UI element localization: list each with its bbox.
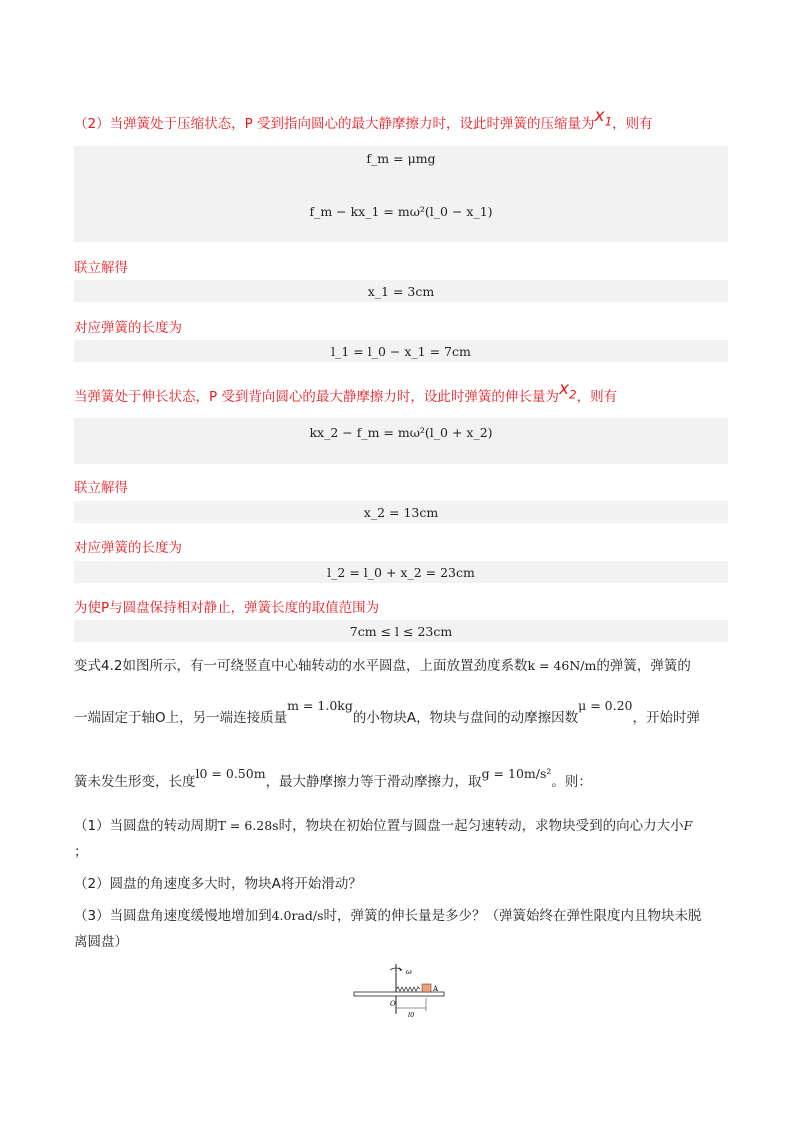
stretch-line — [74, 379, 618, 408]
x2-variable: $x_2$ — [558, 379, 577, 402]
equation-centripetal-compressed: f_m − kx_1 = mω²(l_0 − x_1) — [309, 204, 493, 219]
stretch-prefix: 当弹簧处于伸长状态，P 受到背向圆心的最大静摩擦力时，设此时弹簧的伸长量为 — [74, 389, 559, 405]
question-2: （2）圆盘的角速度多大时，物块A将开始滑动？ — [74, 876, 362, 892]
x1-variable: $x_1$ — [594, 106, 613, 129]
equation-box-l1 — [74, 340, 728, 362]
equation-l1: l_1 = l_0 − x_1 = 7cm — [331, 344, 471, 359]
block-A — [422, 984, 431, 992]
length-label-1: 对应弹簧的长度为 — [74, 320, 182, 336]
variant-line-2: 一端固定于轴O上，另一端连接质量m = 1.0kg的小物块A，物块与盘间的动摩擦因数μ = 0.20，开始时弹 — [74, 698, 701, 726]
omega-label: ω — [406, 968, 412, 976]
equation-range: 7cm ≤ l ≤ 23cm — [349, 624, 453, 639]
variant-line-3: 簧未发生形变，长度l0 = 0.50m，最大静摩擦力等于滑动摩擦力，取g = 10m/s²。则： — [74, 766, 592, 790]
block-label: A — [433, 985, 439, 993]
equation-box-x2 — [74, 501, 728, 523]
F-variable: F — [683, 818, 693, 833]
equation-centripetal-stretched: kx_2 − f_m = mω²(l_0 + x_2) — [309, 425, 493, 440]
question-3-end: 离圆盘） — [74, 934, 128, 950]
mu-value: μ = 0.20 — [578, 698, 633, 713]
part2-compression-line — [74, 106, 653, 135]
part2-prefix: （2）当弹簧处于压缩状态，P 受到指向圆心的最大静摩擦力时，设此时弹簧的压缩量为 — [74, 116, 595, 132]
m-value: m = 1.0kg — [287, 698, 353, 713]
T-value: T = 6.28s — [217, 818, 279, 833]
equation-l2: l_2 = l_0 + x_2 = 23cm — [327, 565, 475, 580]
range-label: 为使P与圆盘保持相对静止，弹簧长度的取值范围为 — [74, 600, 380, 616]
solve-label-2: 联立解得 — [74, 480, 128, 496]
part2-suffix: ，则有 — [612, 116, 653, 132]
spring — [396, 987, 420, 991]
stretch-suffix: ，则有 — [576, 389, 618, 405]
l0-value: l0 = 0.50m — [195, 766, 266, 781]
omega-value: 4.0rad/s — [271, 908, 324, 923]
equation-box-x1 — [74, 280, 728, 302]
equation-box-l2 — [74, 561, 728, 583]
equation-box-stretch — [74, 418, 728, 464]
equation-box-friction — [74, 146, 728, 242]
origin-label: O — [390, 1000, 396, 1008]
equation-x2: x_2 = 13cm — [363, 505, 439, 520]
length-label-2: 对应弹簧的长度为 — [74, 540, 182, 556]
equation-fm: f_m = μmg — [366, 151, 436, 166]
equation-box-range — [74, 620, 728, 642]
disk-spring-figure — [350, 962, 450, 1022]
question-1: （1）当圆盘的转动周期T = 6.28s时，物块在初始位置与圆盘一起匀速转动，求物块受到的向心力大小F — [74, 818, 693, 834]
k-value: k = 46N/m — [527, 658, 597, 673]
disk — [354, 992, 444, 996]
variant-line-1: 变式4.2如图所示，有一可绕竖直中心轴转动的水平圆盘，上面放置劲度系数k = 46N/m的弹簧，弹簧的 — [74, 658, 691, 674]
solve-label-1: 联立解得 — [74, 260, 128, 276]
question-3: （3）当圆盘角速度缓慢地增加到4.0rad/s时，弹簧的伸长量是多少？（弹簧始终在弹性限度内且物块未脱 — [74, 908, 702, 924]
g-value: g = 10m/s² — [481, 766, 552, 781]
question-1-end: ； — [74, 844, 88, 860]
l0-label: l0 — [408, 1011, 415, 1019]
equation-x1: x_1 = 3cm — [367, 284, 435, 299]
